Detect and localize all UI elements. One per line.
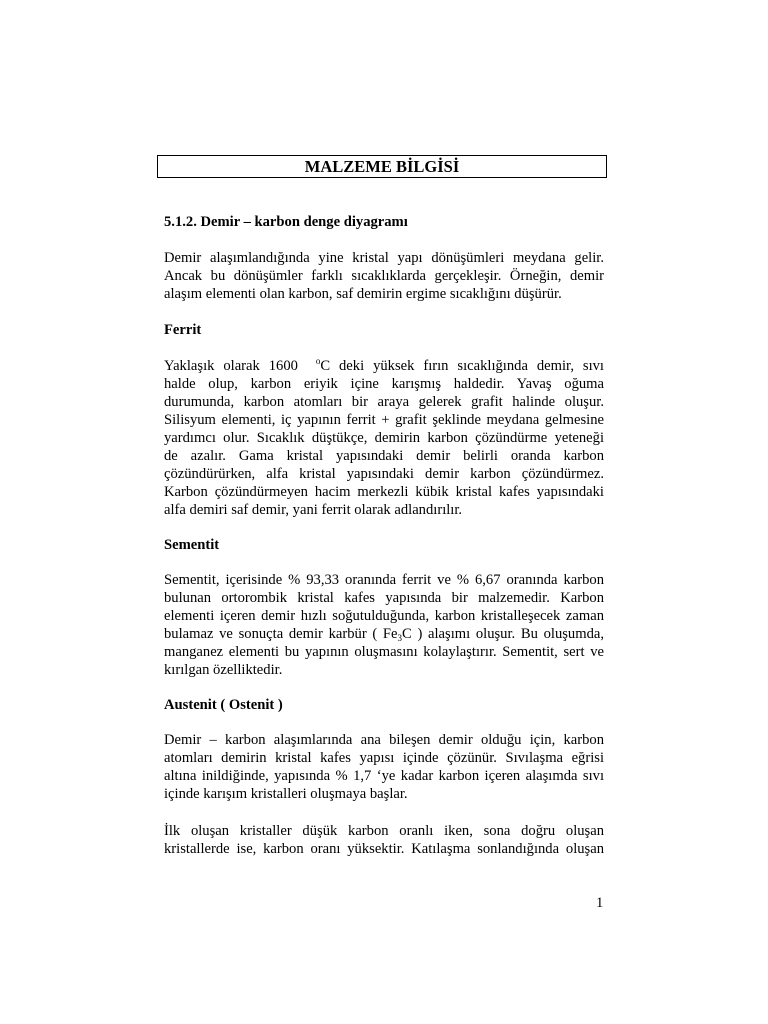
text-line: Karbon çözündürmeyen hacim merkezli kübik kristal kafes yapısındaki: [164, 484, 604, 500]
austenit-heading: Austenit ( Ostenit ): [164, 697, 283, 713]
text-line: içinde karışım kristalleri oluşmaya başlar.: [164, 786, 408, 802]
text-line: Silisyum elementi, iç yapının ferrit + grafit şeklinde meydana gelmesine: [164, 412, 604, 428]
text-line: altına inildiğinde, yapısında % 1,7 ‘ye kadar karbon içeren alaşımda sıvı: [164, 768, 604, 784]
text-line: de azalır. Gama kristal yapısındaki demir belirli oranda karbon: [164, 448, 604, 464]
text-line: kristallerde ise, karbon oranı yüksektir. Katılaşma sonlandığında oluşan: [164, 841, 604, 857]
text-line: kırılgan özelliktedir.: [164, 662, 283, 678]
text-line: yardımcı olur. Sıcaklık düştükçe, demirin karbon çözündürme yeteneği: [164, 430, 604, 446]
text-line: Demir alaşımlandığında yine kristal yapı dönüşümleri meydana gelir.: [164, 250, 604, 266]
text-line: alfa demiri saf demir, yani ferrit olarak adlandırılır.: [164, 502, 463, 518]
text-line: İlk oluşan kristaller düşük karbon oranlı iken, sona doğru oluşan: [164, 823, 604, 839]
intro-paragraph: [164, 249, 604, 303]
sementit-heading: Sementit: [164, 537, 220, 553]
text-line: Demir – karbon alaşımlarında ana bileşen demir olduğu için, karbon: [164, 732, 604, 748]
text-fragment: bulamaz ve sonuçta demir karbür ( Fe: [164, 626, 398, 642]
austenit-paragraph-2: [164, 822, 604, 858]
text-line: Ancak bu dönüşümler farklı sıcaklıklarda gerçekleşir. Örneğin, demir: [164, 268, 604, 284]
text-line: çözündürürken, alfa kristal yapısındaki demir karbon çözündürmez.: [164, 466, 604, 482]
text-line: elementi içeren demir hızlı soğutulduğunda, karbon kristalleşecek zaman: [164, 608, 604, 624]
text-fragment: C ) alaşımı oluşur. Bu oluşumda,: [402, 626, 604, 642]
page-number: 1: [596, 895, 604, 911]
page-title: MALZEME BİLGİSİ: [157, 155, 607, 178]
text-fragment: Yaklaşık olarak 1600: [164, 358, 298, 374]
text-line: Sementit, içerisinde % 93,33 oranında ferrit ve % 6,67 oranında karbon: [164, 572, 604, 588]
section-title: 5.1.2. Demir – karbon denge diyagramı: [164, 214, 408, 230]
text-line: manganez elementi bu yapının oluşmasını kolaylaştırır. Sementit, sert ve: [164, 644, 604, 660]
ferrit-paragraph: [164, 357, 604, 519]
formula-subscript: 3: [397, 633, 403, 643]
text-line: [164, 357, 604, 375]
text-line: alaşım elementi olan karbon, saf demirin ergime sıcaklığını düşürür.: [164, 286, 562, 302]
austenit-paragraph-1: [164, 731, 604, 803]
text-line: bulunan ortorombik kristal kafes yapısında bir malzemedir. Karbon: [164, 590, 604, 606]
text-line: atomları demirin kristal kafes yapısı içinde çözünür. Sıvılaşma eğrisi: [164, 750, 604, 766]
text-line: durumunda, karbon atomları bir araya gelerek grafit halinde oluşur.: [164, 394, 604, 410]
sementit-paragraph: [164, 571, 604, 679]
text-fragment: C deki yüksek fırın sıcaklığında demir, sıvı: [320, 358, 604, 374]
ferrit-heading: Ferrit: [164, 322, 202, 338]
text-line: halde olup, karbon eriyik içine karışmış haldedir. Yavaş oğuma: [164, 376, 604, 392]
text-line: [164, 625, 604, 643]
degree-superscript: o: [315, 356, 321, 366]
